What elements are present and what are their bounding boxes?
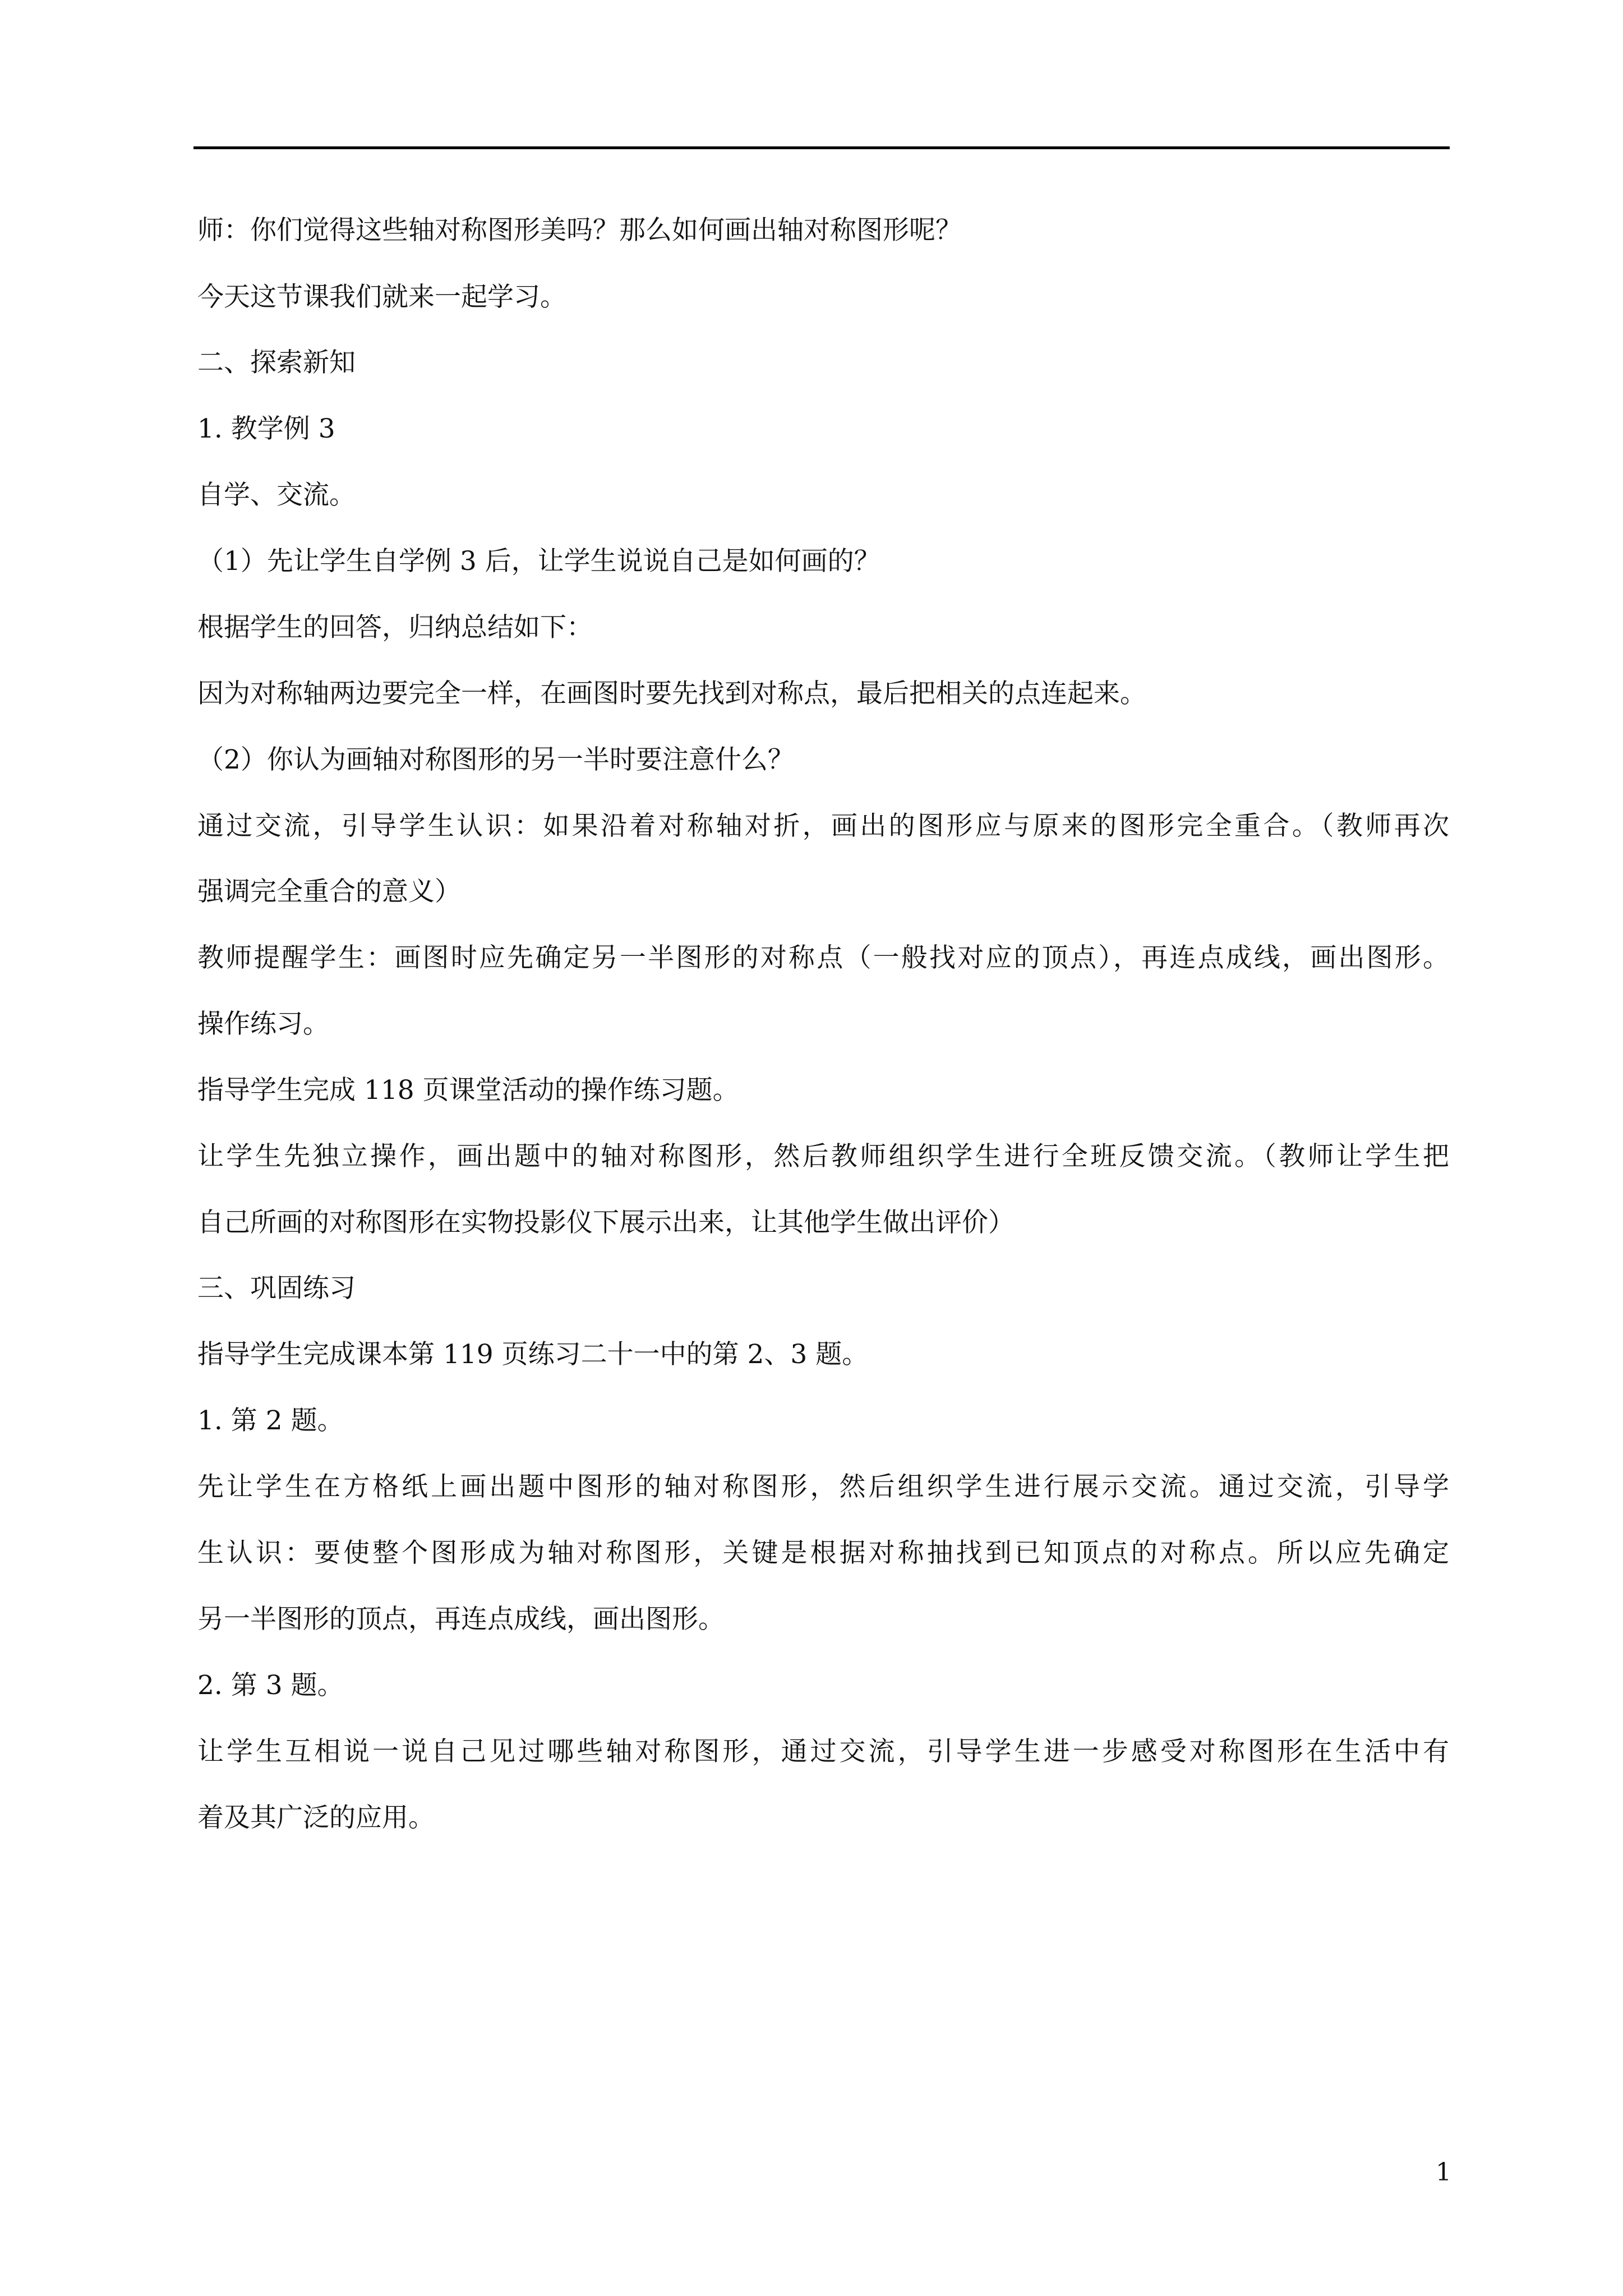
paragraph-line: 强调完全重合的意义） bbox=[197, 876, 461, 907]
paragraph-line: 自学、交流。 bbox=[197, 480, 356, 510]
section-heading: 二、探索新知 bbox=[197, 347, 356, 378]
paragraph-line: 另一半图形的顶点，再连点成线，画出图形。 bbox=[197, 1604, 725, 1635]
header-rule bbox=[193, 146, 1450, 149]
paragraph-line: 着及其广泛的应用。 bbox=[197, 1802, 435, 1833]
paragraph-line: 通过交流，引导学生认识：如果沿着对称轴对折，画出的图形应与原来的图形完全重合。（教师再次 bbox=[197, 811, 1449, 841]
paragraph-line: 让学生先独立操作，画出题中的轴对称图形，然后教师组织学生进行全班反馈交流。（教师让学生把 bbox=[197, 1141, 1449, 1172]
paragraph-line: 今天这节课我们就来一起学习。 bbox=[197, 282, 566, 312]
paragraph-line: 教师提醒学生：画图时应先确定另一半图形的对称点（一般找对应的顶点），再连点成线，画出图形。 bbox=[197, 942, 1449, 973]
paragraph-line: 让学生互相说一说自己见过哪些轴对称图形，通过交流，引导学生进一步感受对称图形在生活中有 bbox=[197, 1736, 1449, 1767]
subsection-heading: 1. 第 2 题。 bbox=[197, 1405, 344, 1436]
paragraph-line: 操作练习。 bbox=[197, 1009, 329, 1039]
subsection-heading: 1. 教学例 3 bbox=[197, 413, 335, 444]
subsection-heading: 2. 第 3 题。 bbox=[197, 1670, 344, 1701]
paragraph-line: （2）你认为画轴对称图形的另一半时要注意什么？ bbox=[197, 744, 794, 775]
paragraph-line: 先让学生在方格纸上画出题中图形的轴对称图形，然后组织学生进行展示交流。通过交流，引导学 bbox=[197, 1471, 1449, 1502]
page-number: 1 bbox=[1436, 2158, 1451, 2187]
section-heading: 三、巩固练习 bbox=[197, 1273, 356, 1304]
paragraph-line: （1）先让学生自学例 3 后，让学生说说自己是如何画的？ bbox=[197, 546, 880, 577]
paragraph-line: 根据学生的回答，归纳总结如下： bbox=[197, 612, 593, 643]
paragraph-line: 师：你们觉得这些轴对称图形美吗？那么如何画出轴对称图形呢？ bbox=[197, 215, 962, 246]
paragraph-line: 生认识：要使整个图形成为轴对称图形，关键是根据对称抽找到已知顶点的对称点。所以应先确定 bbox=[197, 1538, 1449, 1568]
paragraph-line: 指导学生完成课本第 119 页练习二十一中的第 2、3 题。 bbox=[197, 1339, 869, 1370]
paragraph-line: 指导学生完成 118 页课堂活动的操作练习题。 bbox=[197, 1075, 739, 1106]
paragraph-line: 自己所画的对称图形在实物投影仪下展示出来，让其他学生做出评价） bbox=[197, 1207, 1015, 1238]
paragraph-line: 因为对称轴两边要完全一样，在画图时要先找到对称点，最后把相关的点连起来。 bbox=[197, 678, 1146, 709]
